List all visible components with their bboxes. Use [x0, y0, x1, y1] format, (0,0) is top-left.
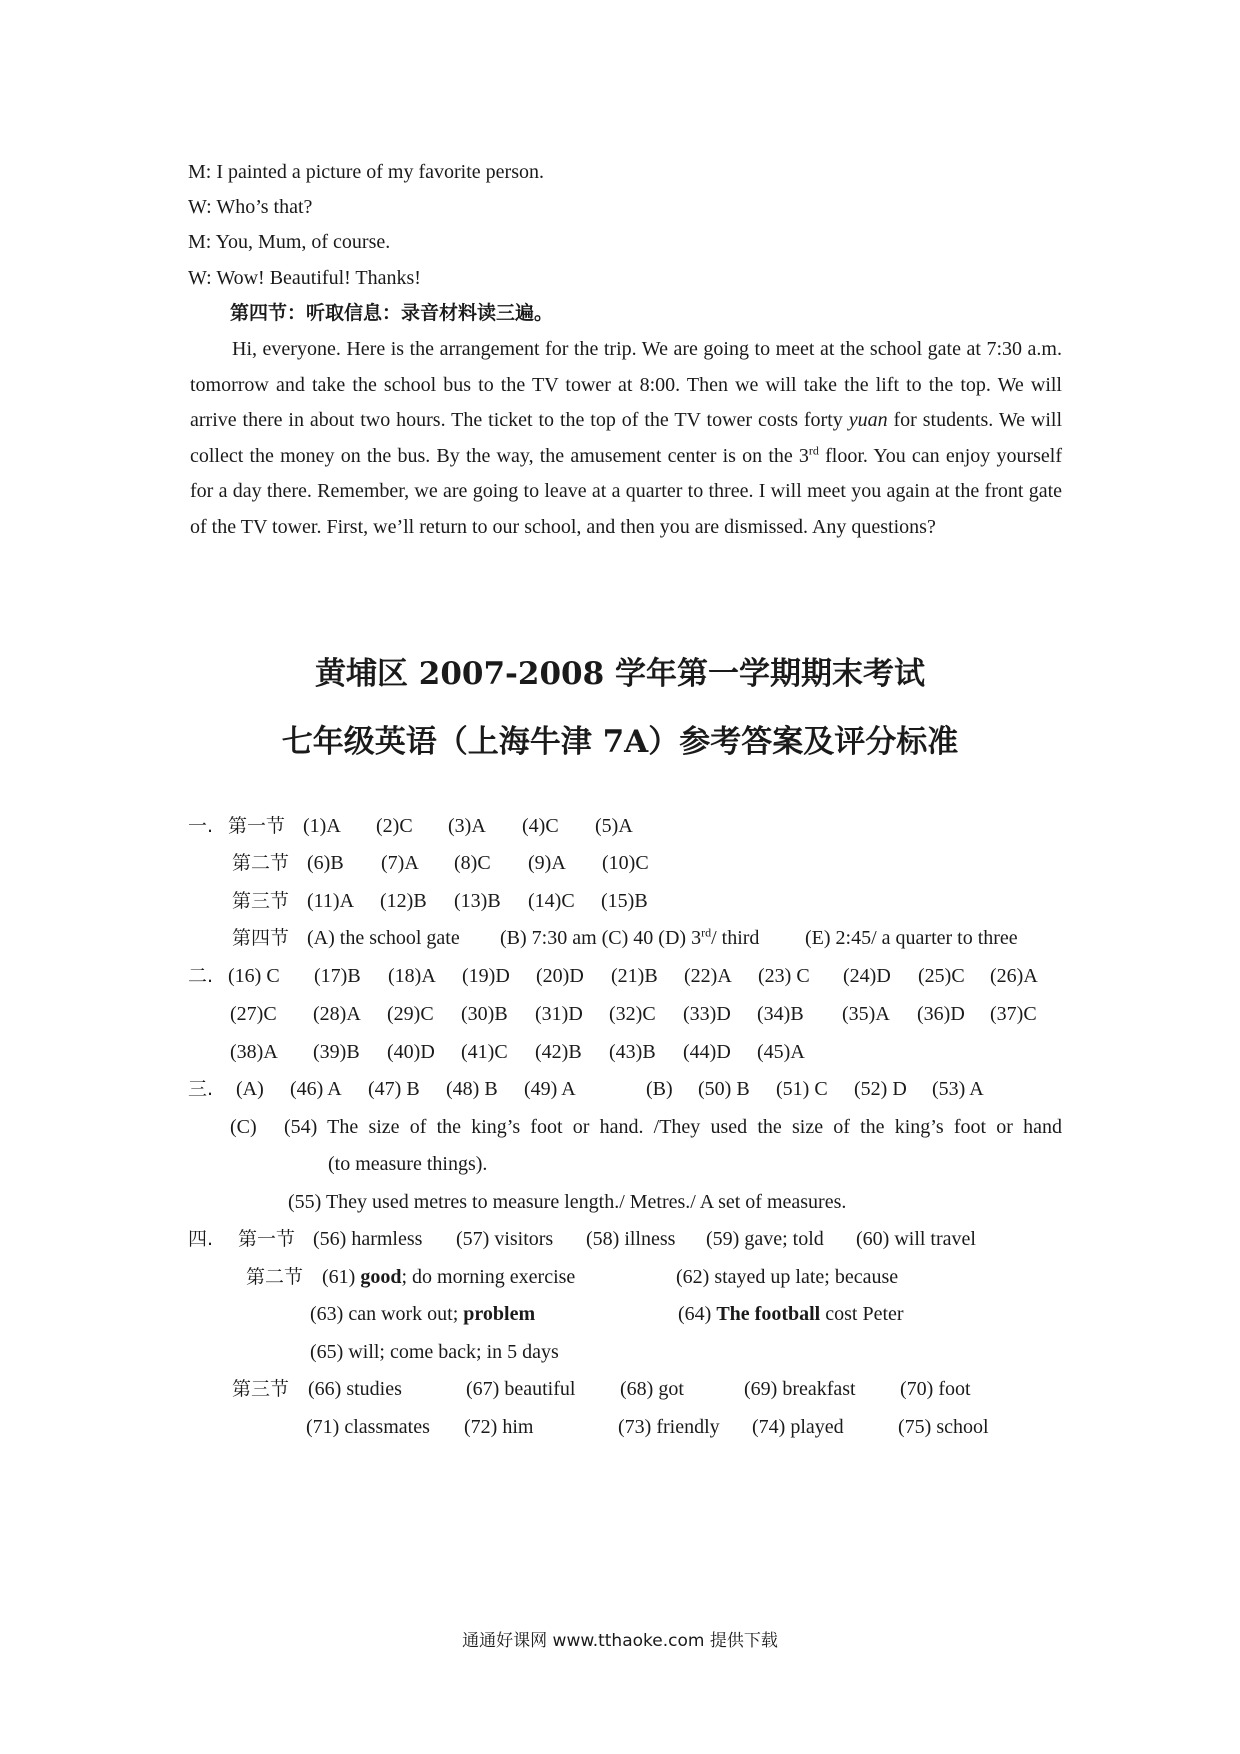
dialogue-line: M: You, Mum, of course. — [188, 231, 391, 253]
answer-item: (14)C — [528, 890, 575, 912]
answer-item: (54) The size of the king’s foot or hand. /They used the size of the king’s foot or hand — [284, 1116, 1062, 1138]
section-label: 第二节 — [232, 852, 290, 874]
answer-item: (57) visitors — [456, 1228, 554, 1250]
answer-item: (24)D — [843, 965, 891, 987]
answer-item: (51) C — [776, 1078, 828, 1100]
answer-item: (55) They used metres to measure length./ Metres./ A set of measures. — [288, 1191, 847, 1213]
answer-item: (16) C — [228, 965, 280, 987]
answer-item: (10)C — [602, 852, 649, 874]
answer-item: (9)A — [528, 852, 566, 874]
answer-item: (48) B — [446, 1078, 498, 1100]
answer-item: (44)D — [683, 1041, 731, 1063]
answer-item: (1)A — [303, 815, 341, 837]
answer-item: (34)B — [757, 1003, 804, 1025]
answer-item: (37)C — [990, 1003, 1037, 1025]
answer-item: (58) illness — [586, 1228, 676, 1250]
section4-heading: 第四节：听取信息：录音材料读三遍。 — [230, 302, 554, 324]
answer-item: (36)D — [917, 1003, 965, 1025]
answer-item: (17)B — [314, 965, 361, 987]
section-label: 第三节 — [232, 890, 290, 912]
answer-item: (28)A — [313, 1003, 361, 1025]
answer-item: (18)A — [388, 965, 436, 987]
answer-item: (61) good; do morning exercise — [322, 1266, 576, 1288]
listening-passage: Hi, everyone. Here is the arrangement for the trip. We are going to meet at the school gate at 7:30 a.m. tomorrow and take the school bus to the TV tower at 8:00. Then we will take the lift to the top. We will arrive there in about two hours. The ticket to the top of the TV tower costs forty yuan for students. We will collect the money on the bus. By the way, the amusement center is on the 3rd floor. You can enjoy yourself for a day there. Remember, we are going to leave at a quarter to three. I will meet you again at the front gate of the TV tower. First, we’ll return to our school, and then you are dismissed. Any questions? — [190, 338, 1063, 538]
answer-item: (12)B — [380, 890, 427, 912]
answer-item: (72) him — [464, 1416, 534, 1438]
answer-item: (64) The football cost Peter — [678, 1303, 904, 1325]
answer-item: (49) A — [524, 1078, 576, 1100]
answer-item: (33)D — [683, 1003, 731, 1025]
answer-item: (30)B — [461, 1003, 508, 1025]
section-label: 第三节 — [232, 1378, 290, 1400]
answer-item: (22)A — [684, 965, 732, 987]
subpart-label: (C) — [230, 1116, 257, 1138]
answer-item: (29)C — [387, 1003, 434, 1025]
answer-item: (52) D — [854, 1078, 907, 1100]
answer-item: (21)B — [611, 965, 658, 987]
part-one-label: 一. — [188, 815, 214, 837]
answer-item: (66) studies — [308, 1378, 402, 1400]
dialogue-line: M: I painted a picture of my favorite person. — [188, 161, 544, 183]
answer-item: (to measure things). — [328, 1153, 488, 1175]
answer-item: (39)B — [313, 1041, 360, 1063]
answer-item: (75) school — [898, 1416, 989, 1438]
answer-item: (23) C — [758, 965, 810, 987]
answer-item: (31)D — [535, 1003, 583, 1025]
section-label: 第二节 — [246, 1266, 304, 1288]
answer-item: (63) can work out; problem — [310, 1303, 536, 1325]
answer-item: (45)A — [757, 1041, 805, 1063]
section-label: 第四节 — [232, 927, 290, 949]
answer-item: (47) B — [368, 1078, 420, 1100]
subpart-label: (A) — [236, 1078, 264, 1100]
answer-item: (40)D — [387, 1041, 435, 1063]
answer-item: (59) gave; told — [706, 1228, 824, 1250]
subpart-label: (B) — [646, 1078, 673, 1100]
part-three-label: 三. — [188, 1078, 214, 1100]
answer-item: (65) will; come back; in 5 days — [310, 1341, 559, 1363]
answer-item: (68) got — [620, 1378, 684, 1400]
answer-item: (74) played — [752, 1416, 844, 1438]
answer-item: (3)A — [448, 815, 486, 837]
page-subtitle: 七年级英语（上海牛津 7A）参考答案及评分标准 — [281, 724, 959, 760]
answer-item: (71) classmates — [306, 1416, 430, 1438]
answer-item: (35)A — [842, 1003, 890, 1025]
answer-item: (56) harmless — [313, 1228, 423, 1250]
answer-item: (6)B — [307, 852, 344, 874]
answer-item: (38)A — [230, 1041, 278, 1063]
dialogue-line: W: Who’s that? — [188, 196, 313, 218]
answer-item: (26)A — [990, 965, 1038, 987]
section-label: 第一节 — [228, 815, 286, 837]
answer-item: (41)C — [461, 1041, 508, 1063]
page-footer: 通通好课网 www.tthaoke.com 提供下载 — [462, 1631, 778, 1651]
answer-item: (50) B — [698, 1078, 750, 1100]
answer-item: (19)D — [462, 965, 510, 987]
answer-item: (E) 2:45/ a quarter to three — [805, 927, 1018, 949]
answer-item: (60) will travel — [856, 1228, 976, 1250]
answer-item: (70) foot — [900, 1378, 971, 1400]
answer-item: (11)A — [307, 890, 355, 912]
answer-item: (46) A — [290, 1078, 342, 1100]
answer-item: (62) stayed up late; because — [676, 1266, 899, 1288]
answer-item: (53) A — [932, 1078, 984, 1100]
answer-item: (42)B — [535, 1041, 582, 1063]
answer-item: (27)C — [230, 1003, 277, 1025]
answer-item: (73) friendly — [618, 1416, 720, 1438]
answer-item: (43)B — [609, 1041, 656, 1063]
answer-item: (69) breakfast — [744, 1378, 856, 1400]
answer-item: (67) beautiful — [466, 1378, 576, 1400]
answer-item: (5)A — [595, 815, 633, 837]
answer-item: (B) 7:30 am (C) 40 (D) 3rd/ third — [500, 925, 760, 949]
answer-item: (8)C — [454, 852, 491, 874]
page-title: 黄埔区 2007-2008 学年第一学期期末考试 — [314, 656, 925, 692]
answer-item: (A) the school gate — [307, 927, 460, 949]
answer-item: (32)C — [609, 1003, 656, 1025]
answer-item: (13)B — [454, 890, 501, 912]
answer-item: (4)C — [522, 815, 559, 837]
answer-item: (2)C — [376, 815, 413, 837]
section-label: 第一节 — [238, 1228, 296, 1250]
answer-item: (15)B — [601, 890, 648, 912]
answer-item: (20)D — [536, 965, 584, 987]
part-two-label: 二. — [188, 965, 214, 987]
dialogue-line: W: Wow! Beautiful! Thanks! — [188, 267, 421, 289]
part-four-label: 四. — [188, 1228, 214, 1250]
answer-item: (7)A — [381, 852, 419, 874]
answer-item: (25)C — [918, 965, 965, 987]
